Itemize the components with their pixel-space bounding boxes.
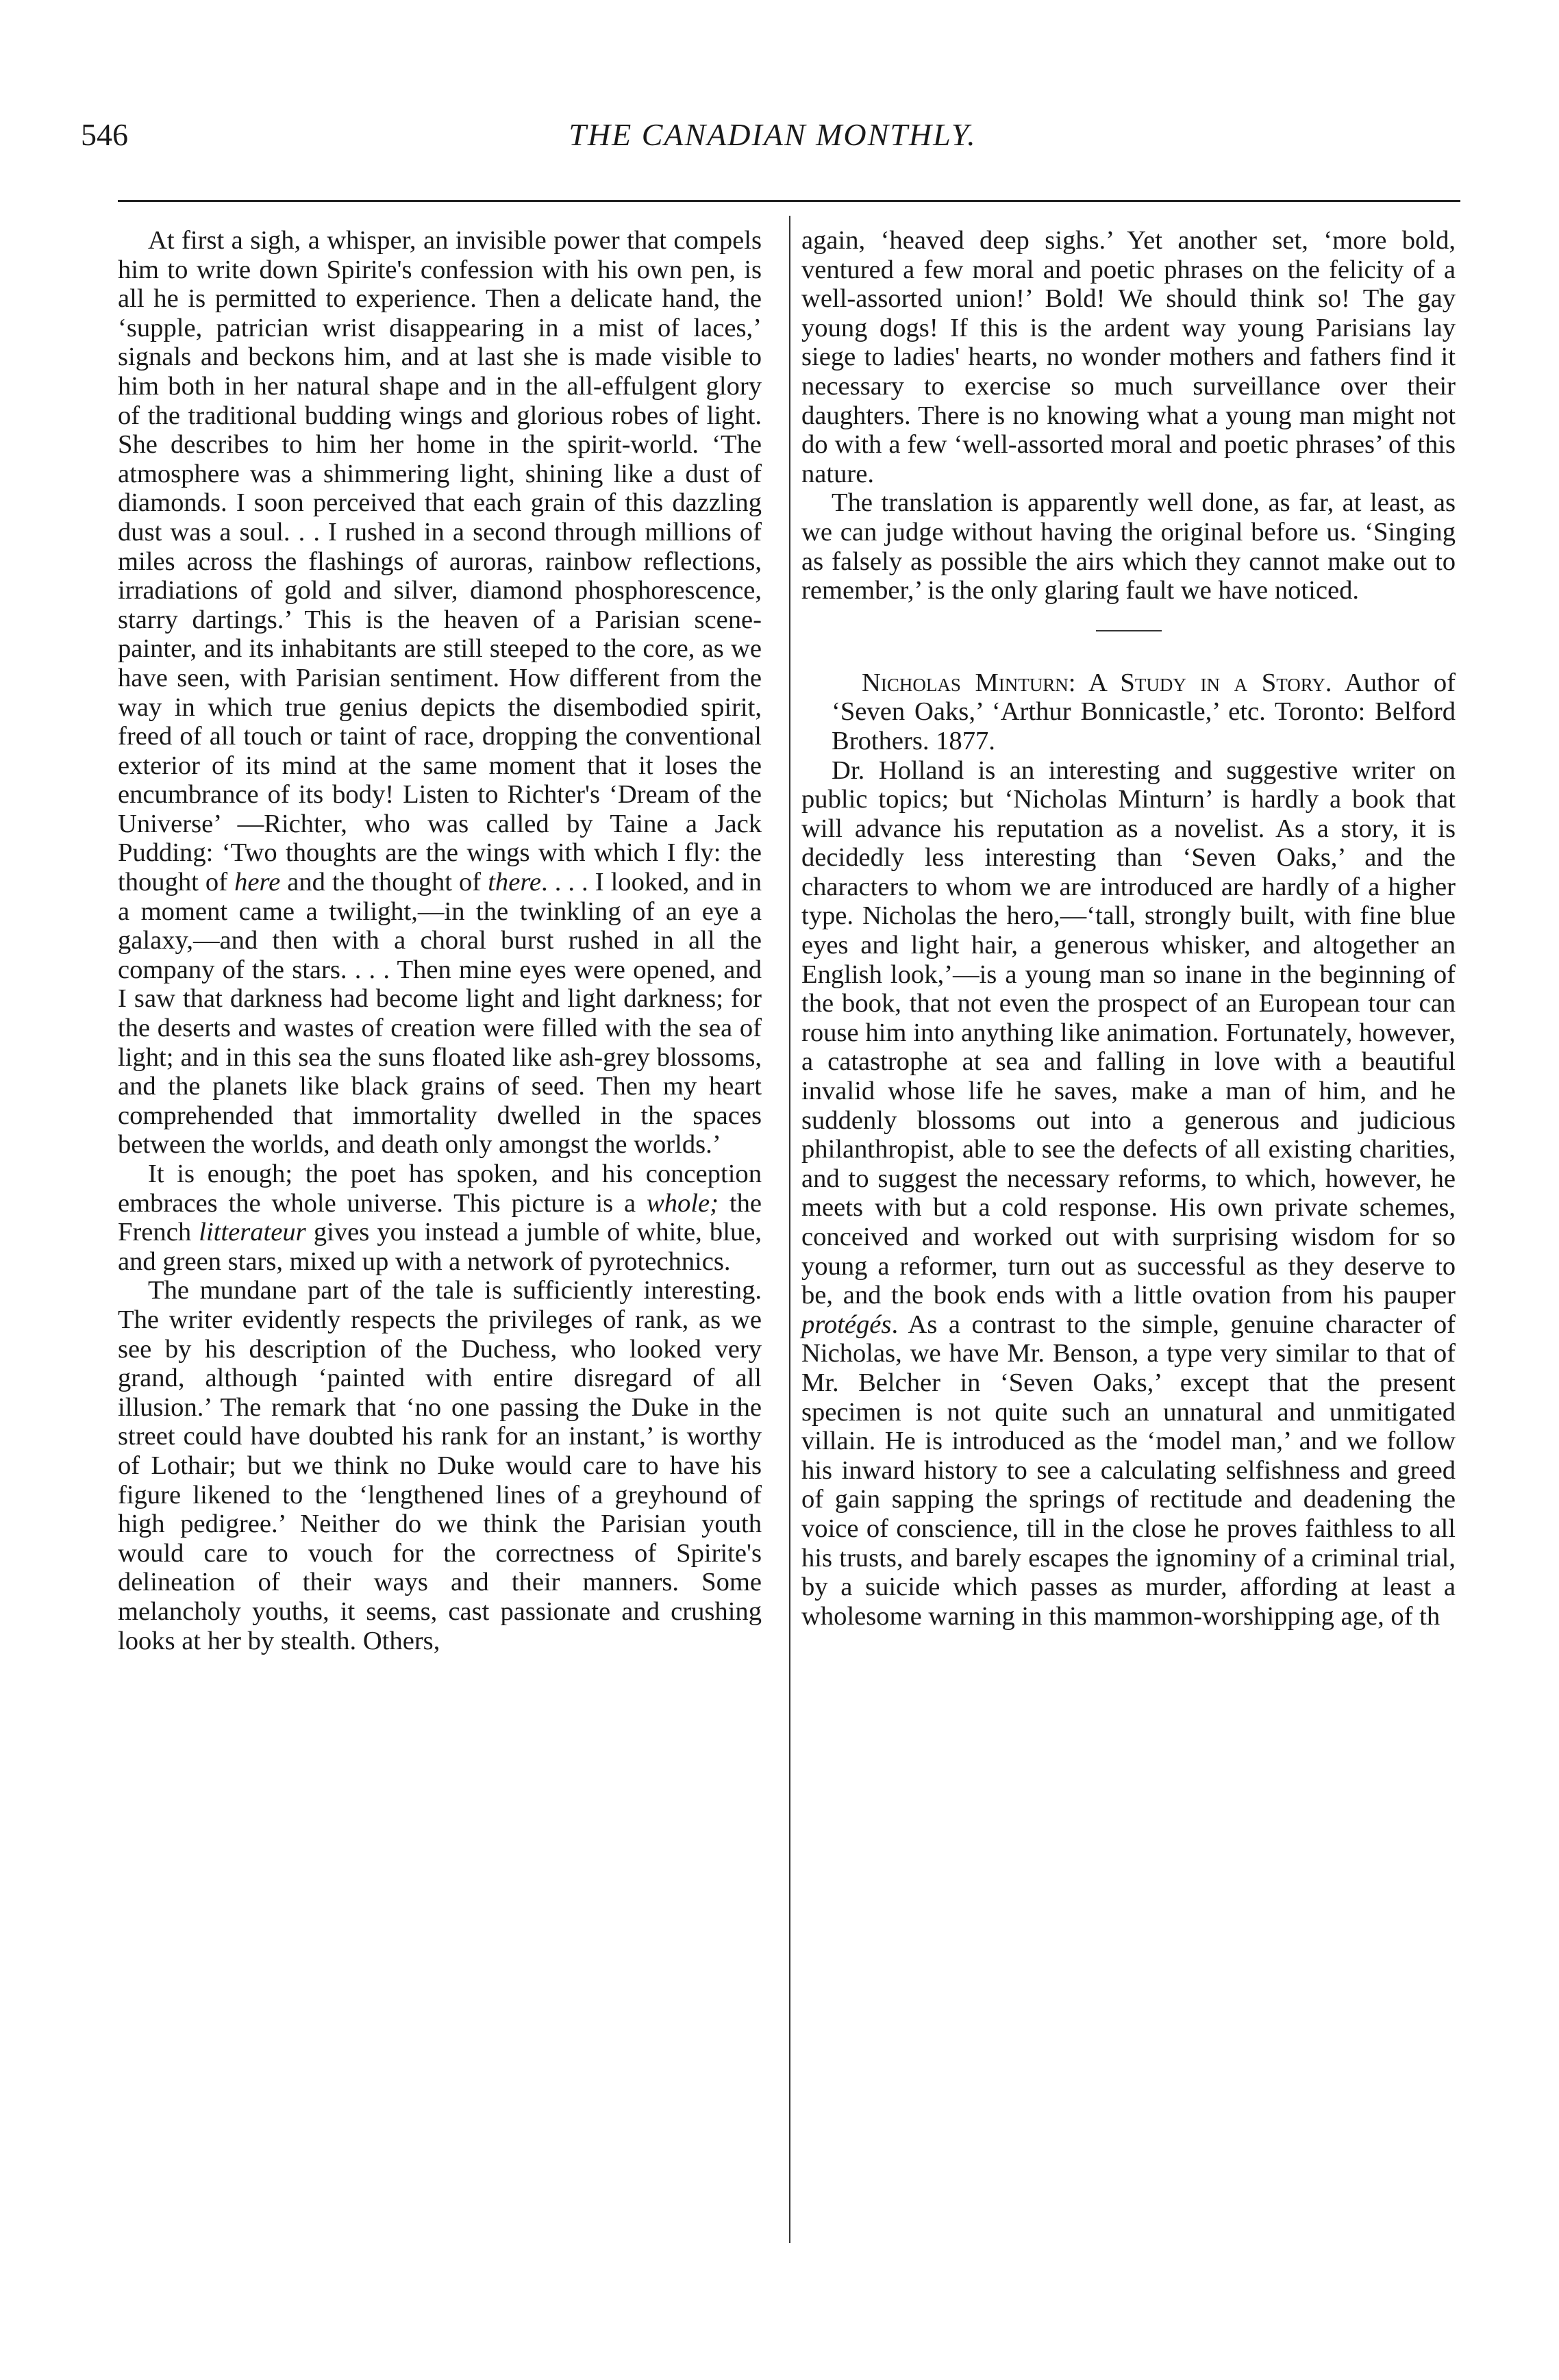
right-column — [801, 226, 1456, 1631]
left-column — [118, 226, 762, 1655]
header-rule — [118, 200, 1460, 202]
text-run: . As a contrast to the simple, genuine character of Nicholas, we have Mr. Benson, a type very similar to that of Mr. Belcher in ‘Seven Oaks,’ except that the present specimen is not quite such an unnatural and unmitigated villain. He is introduced as the ‘model man,’ and we follow his inward history to see a calculating selfishness and greed of gain sapping the springs of rectitude and deadening the voice of conscience, till in the close he proves faithless to all his trusts, and barely escapes the ignominy of a criminal trial, by a suicide which passes as murder, affording at least a wholesome warning in this mammon-worshipping age, of th — [801, 1310, 1456, 1631]
text-run: gives you instead a jumble of white, blue, and green stars, mixed up with a network of pyrotechnics. — [118, 1218, 762, 1276]
text-run: It is enough; the poet has spoken, and his conception embraces the whole universe. This picture is a — [118, 1160, 762, 1218]
text-run: the French — [118, 1188, 762, 1247]
review-heading — [801, 668, 1456, 756]
paragraph — [118, 226, 762, 1160]
page-header — [81, 116, 1464, 164]
text-run: At first a sigh, a whisper, an invisible power that compels him to write down Spirite's confession with his own pen, is all he is permitted to experience. Then a delicate hand, the ‘supple, patrician wrist disappearing in a mist of laces,’ signals and beckons him, and at last she is made visible to him both in her natural shape and in the all-effulgent glory of the traditional budding wings and glorious robes of light. She describes to him her home in the spirit-world. ‘The atmosphere was a shimmering light, shining like a dust of diamonds. I soon perceived that each grain of this dazzling dust was a soul. . . I rushed in a second through millions of miles across the flashings of auroras, rainbow reflections, irradiations of gold and silver, diamond phosphorescence, starry dartings.’ This is the heaven of a Parisian scene-painter, and its inhabitants are still steeped to the core, as we have seen, with Parisian sentiment. How different from the way in which true genius depicts the disembodied spirit, freed of all touch or taint of race, dropping the conventional exterior of its mind at the same moment that it loses the encumbrance of its body! Listen to Richter's ‘Dream of the Universe’ —Richter, who was called by Taine a Jack Pudding: ‘Two thoughts are the wings with which I fly: the thought of — [118, 226, 762, 897]
paragraph — [801, 756, 1456, 1631]
paragraph — [118, 1160, 762, 1276]
paragraph: The translation is apparently well done, as far, at least, as we can judge without having the original before us. ‘Singing as falsely as possible the airs which they cannot make out to remember,’ is the only glaring fault we have noticed. — [801, 488, 1456, 605]
paragraph-continued: again, ‘heaved deep sighs.’ Yet another set, ‘more bold, ventured a few moral and poetic phrases on the felicity of a well-assorted union!’ Bold! We should think so! The gay young dogs! If this is the ardent way young Parisians lay siege to ladies' hearts, no wonder mothers and fathers find it necessary to exercise so much surveillance over their daughters. There is no knowing what a young man might not do with a few ‘well-assorted moral and poetic phrases’ of this nature. — [801, 226, 1456, 488]
section-separator — [1096, 630, 1162, 631]
text-run: Dr. Holland is an interesting and suggestive writer on public topics; but ‘Nicholas Minturn’ is hardly a book that will advance his reputation as a novelist. As a story, it is decidedly less interesting than ‘Seven Oaks,’ and the characters to whom we are introduced are hardly of a higher type. Nicholas the hero,—‘tall, strongly built, with fine blue eyes and light hair, a generous whisker, and altogether an English look,’—is a young man so inane in the beginning of the book, that not even the prospect of an European tour can rouse him into anything like animation. Fortunately, however, a catastrophe at sea and falling in love with a beautiful invalid whose life he saves, make a man of him, and he suddenly blossoms out into a generous and judicious philanthropist, able to see the defects of all existing charities, and to suggest the necessary reforms, to which, however, he meets with but a cold response. His own private schemes, conceived and worked out with surprising wisdom for so young a reformer, turn out as successful as they deserve to be, and the book ends with a little ovation from his pauper — [801, 755, 1456, 1310]
italic-text: litterateur — [199, 1218, 306, 1247]
page-number: 546 — [81, 117, 128, 152]
review-meta: Author of ‘Seven Oaks,’ ‘Arthur Bonnicastle,’ etc. Toronto: Belford Brothers. 1877. — [832, 668, 1456, 755]
column-divider — [789, 216, 790, 2243]
text-run: . . . . I looked, and in a moment came a twilight,—in the twinkling of an eye a galaxy,—and then with a choral burst rushed in all the company of the stars. . . . Then mine eyes were opened, and I saw that darkness had become light and light darkness; for the deserts and wastes of creation were filled with the sea of light; and in this sea the suns floated like ash-grey blossoms, and the planets like black grains of seed. Then my heart comprehended that immortality dwelled in the spaces between the worlds, and death only amongst the worlds.’ — [118, 868, 762, 1160]
paragraph: The mundane part of the tale is sufficiently interesting. The writer evidently respects the privileges of rank, as we see by his description of the Duchess, who looked very grand, although ‘painted with entire disregard of all illusion.’ The remark that ‘no one passing the Duke in the street could have doubted his rank for an instant,’ is worthy of Lothair; but we think no Duke would care to have his figure likened to the ‘lengthened lines of a greyhound of high pedigree.’ Neither do we think the Parisian youth would care to vouch for the correctness of Spirite's delineation of their ways and their manners. Some melancholy youths, it seems, cast passionate and crushing looks at her by stealth. Others, — [118, 1276, 762, 1655]
italic-text: here — [234, 868, 281, 897]
italic-text: protégés — [801, 1310, 892, 1339]
text-run: and the thought of — [280, 868, 488, 897]
review-title: Nicholas Minturn: A Study in a Story. — [862, 668, 1332, 697]
italic-text: there — [488, 868, 542, 897]
running-title: THE CANADIAN MONTHLY. — [569, 117, 977, 152]
italic-text: whole; — [647, 1188, 719, 1218]
